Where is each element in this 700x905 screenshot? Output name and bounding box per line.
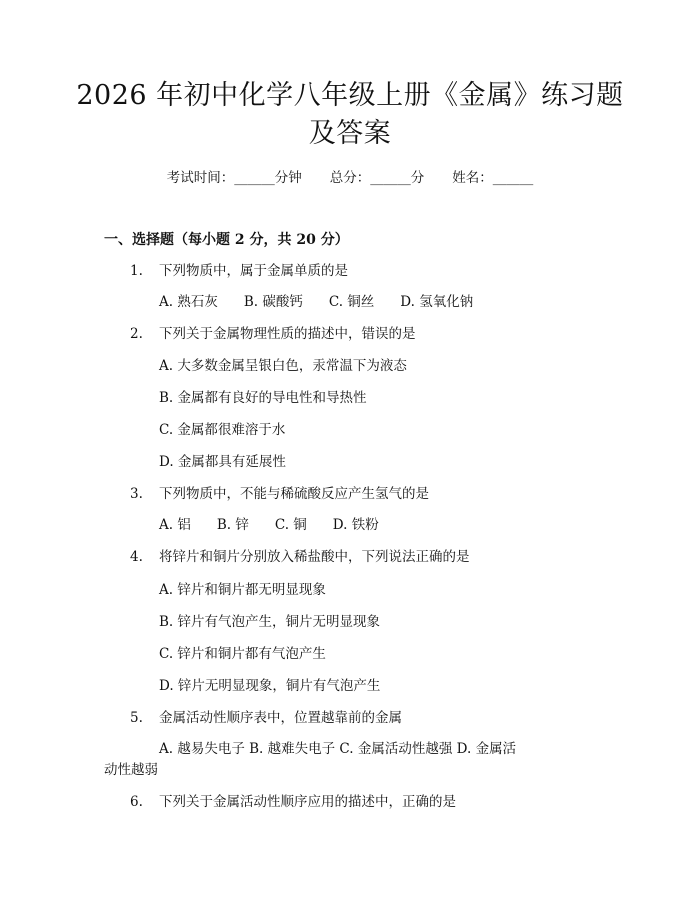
question-number: 6. [130,794,143,810]
question-text: 将锌片和铜片分别放入稀盐酸中，下列说法正确的是 [159,549,470,565]
option-b: B. 锌 [216,517,249,533]
page-title-line-2: 及答案 [308,118,392,149]
question-3-options [159,515,379,535]
option-c: C. 锌片和铜片都有气泡产生 [159,646,326,662]
question-5-options-line-1: A. 越易失电子 B. 越难失电子 C. 金属活动性越强 D. 金属活 [159,741,517,757]
option-b: B. 碳酸钙 [243,294,303,310]
question-number: 3. [130,486,143,502]
section-heading-multiple-choice: 一、选择题（每小题 2 分，共 20 分） [104,232,349,248]
question-number: 4. [130,549,143,565]
option-a: A. 熟石灰 [159,294,218,310]
option-d: D. 锌片无明显现象，铜片有气泡产生 [159,678,381,694]
option-d: D. 铁粉 [332,517,379,533]
question-number: 2. [130,326,143,342]
question-text: 下列关于金属活动性顺序应用的描述中，正确的是 [159,794,456,810]
option-d: D. 金属都具有延展性 [159,454,286,470]
page-title-line-1: 2026 年初中化学八年级上册《金属》练习题 [76,80,624,111]
option-c: C. 铜丝 [328,294,375,310]
question-5-options-line-2: 动性越弱 [104,762,158,778]
question-text: 下列物质中，不能与稀硫酸反应产生氢气的是 [159,486,429,502]
exam-meta [0,168,700,188]
option-c: C. 铜 [274,517,307,533]
option-d: D. 氢氧化钠 [400,294,474,310]
question-text: 金属活动性顺序表中，位置越靠前的金属 [159,710,402,726]
total-score-field: 总分：______分 [329,170,425,186]
question-text: 下列关于金属物理性质的描述中，错误的是 [159,326,416,342]
option-a: A. 大多数金属呈银白色，汞常温下为液态 [159,358,407,374]
option-a: A. 锌片和铜片都无明显现象 [159,582,326,598]
option-c: C. 金属都很难溶于水 [159,422,286,438]
option-b: B. 锌片有气泡产生，铜片无明显现象 [159,614,381,630]
option-b: B. 金属都有良好的导电性和导热性 [159,390,367,406]
question-1-options [159,292,473,312]
question-text: 下列物质中，属于金属单质的是 [159,263,348,279]
question-number: 5. [130,710,143,726]
name-field: 姓名：______ [452,170,534,186]
option-a: A. 铝 [159,517,191,533]
question-number: 1. [130,263,143,279]
exam-time-field: 考试时间：______分钟 [166,170,302,186]
